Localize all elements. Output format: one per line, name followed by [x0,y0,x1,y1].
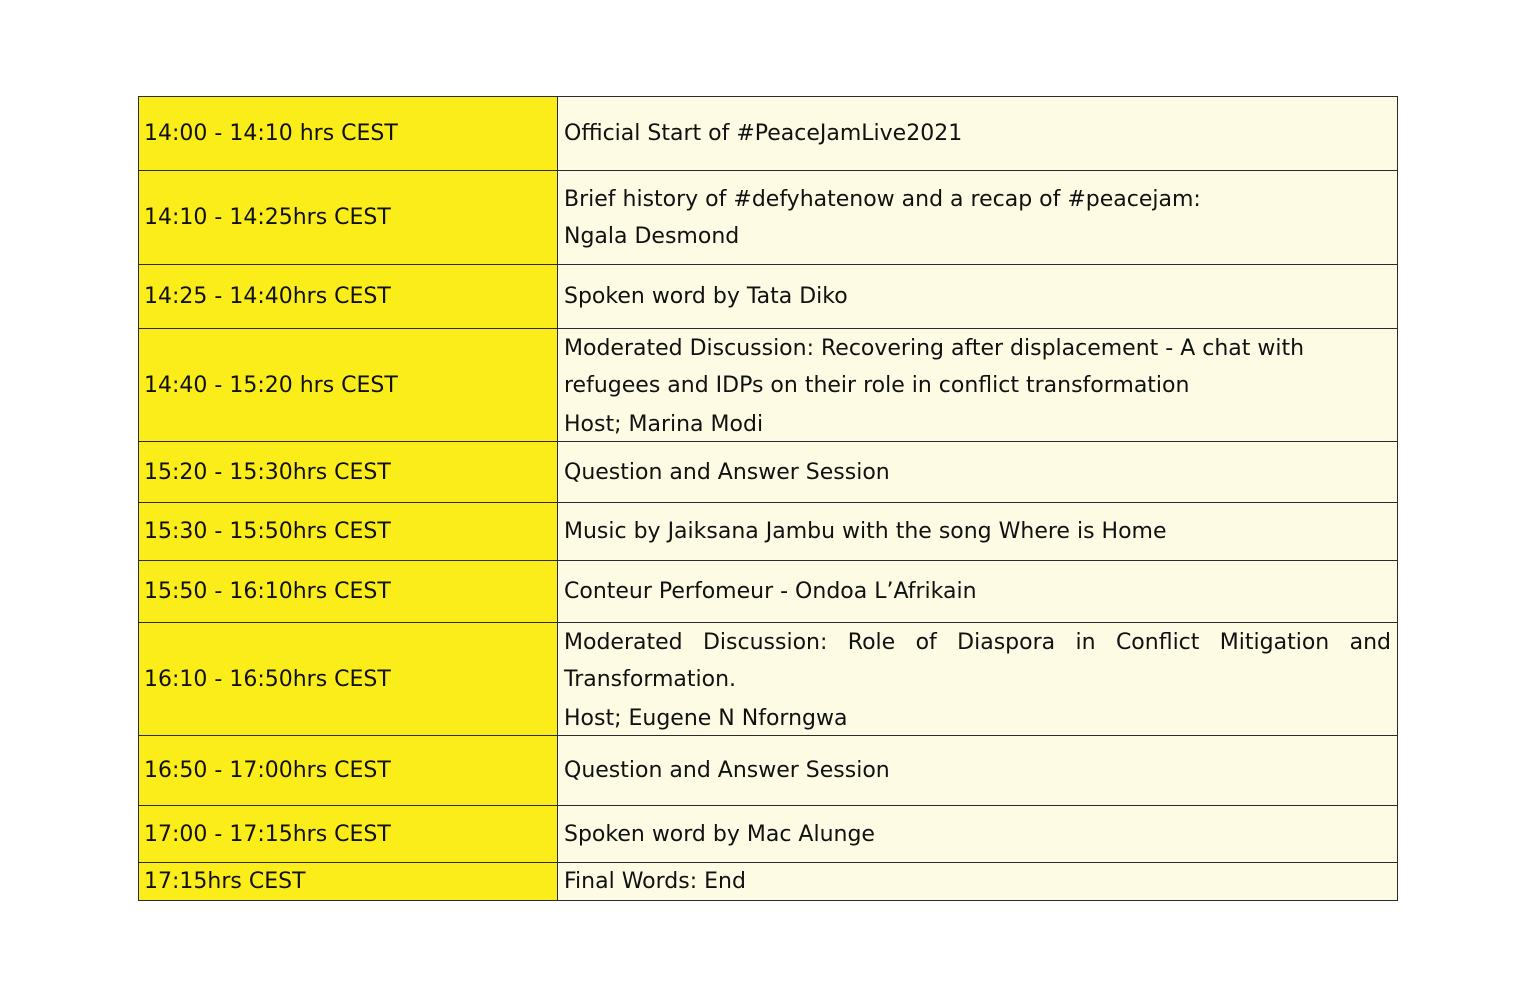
table-row [139,806,1398,863]
event-cell [558,171,1398,265]
time-cell: 14:10 - 14:25hrs CEST [139,171,558,265]
time-cell: 16:10 - 16:50hrs CEST [139,623,558,736]
event-title: Moderated Discussion: Role of Diaspora in Conflict Mitigation and Transformation. [564,630,1391,692]
time-cell: 15:20 - 15:30hrs CEST [139,442,558,503]
time-cell: 16:50 - 17:00hrs CEST [139,736,558,806]
time-cell: 15:30 - 15:50hrs CEST [139,503,558,561]
event-cell [558,329,1398,442]
time-cell: 14:00 - 14:10 hrs CEST [139,97,558,171]
table-row [139,97,1398,171]
time-cell: 17:15hrs CEST [139,863,558,901]
event-speaker: Ngala Desmond [564,223,740,249]
event-cell: Question and Answer Session [558,736,1398,806]
table-row [139,265,1398,329]
time-cell: 14:25 - 14:40hrs CEST [139,265,558,329]
table-row [139,736,1398,806]
event-cell: Spoken word by Tata Diko [558,265,1398,329]
event-cell: Question and Answer Session [558,442,1398,503]
time-cell: 15:50 - 16:10hrs CEST [139,561,558,623]
event-host: Host; Marina Modi [564,412,764,437]
event-cell: Spoken word by Mac Alunge [558,806,1398,863]
table-row [139,561,1398,623]
schedule-table [138,96,1398,901]
event-cell: Music by Jaiksana Jambu with the song Where is Home [558,503,1398,561]
event-title: Brief history of #defyhatenow and a recap of #peacejam: [564,186,1201,212]
event-cell: Conteur Perfomeur - Ondoa L’Afrikain [558,561,1398,623]
event-host: Host; Eugene N Nforngwa [564,706,848,731]
event-cell: Final Words: End [558,863,1398,901]
table-row [139,863,1398,901]
time-cell: 17:00 - 17:15hrs CEST [139,806,558,863]
time-cell: 14:40 - 15:20 hrs CEST [139,329,558,442]
table-row [139,442,1398,503]
table-row [139,171,1398,265]
table-row [139,503,1398,561]
event-cell [558,623,1398,736]
event-title: Moderated Discussion: Recovering after displacement - A chat with refugees and IDPs on their role in conflict transformation [564,336,1305,398]
table-row [139,329,1398,442]
table-row [139,623,1398,736]
event-cell: Official Start of #PeaceJamLive2021 [558,97,1398,171]
